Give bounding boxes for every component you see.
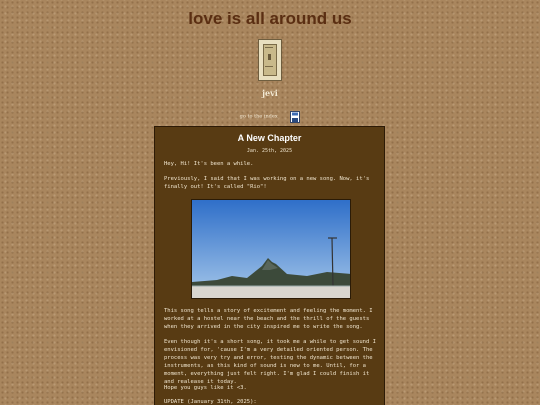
post-paragraph: UPDATE (January 31th, 2025):: [164, 399, 257, 405]
site-title: love is all around us: [188, 9, 352, 28]
blog-post: [154, 126, 385, 405]
author-name: jevi: [262, 88, 278, 98]
avatar-door-icon[interactable]: [258, 39, 282, 81]
save-icon[interactable]: [290, 111, 300, 123]
rio-landscape-image: [192, 200, 351, 299]
door-knob: [268, 54, 271, 60]
post-paragraph: This song tells a story of excitement and feeling the moment. I worked at a hostel near the beach and the thrill of the guests when they arrived in the city inspired me to write the song.: [164, 308, 373, 330]
go-to-index-link[interactable]: go to the index: [239, 113, 278, 120]
post-date: Jan. 25th, 2025: [246, 148, 293, 154]
door-shape: [263, 44, 277, 76]
post-photo: [191, 199, 351, 299]
post-paragraph: Hey, Hi! It's been a while.: [164, 161, 254, 167]
post-title: A New Chapter: [237, 133, 302, 143]
post-paragraph: Hope you guys like it <3.: [164, 385, 247, 391]
index-row: [0, 106, 540, 125]
post-paragraph: Previously, I said that I was working on a new song. Now, it's finally out! It's called "Rio"!: [164, 176, 370, 190]
post-paragraph: Even though it's a short song, it took me a while to get sound I envisioned for, 'cause I'm a very detailed oriented person. The process was very try and error, testing the dynamic between the instruments, as this kind of sound is new to me. Until, for a moment, everything just felt right. I'm glad I could finish it and realease it today.: [164, 339, 376, 385]
door-panel-line: [265, 66, 273, 67]
door-panel-line: [265, 47, 273, 48]
